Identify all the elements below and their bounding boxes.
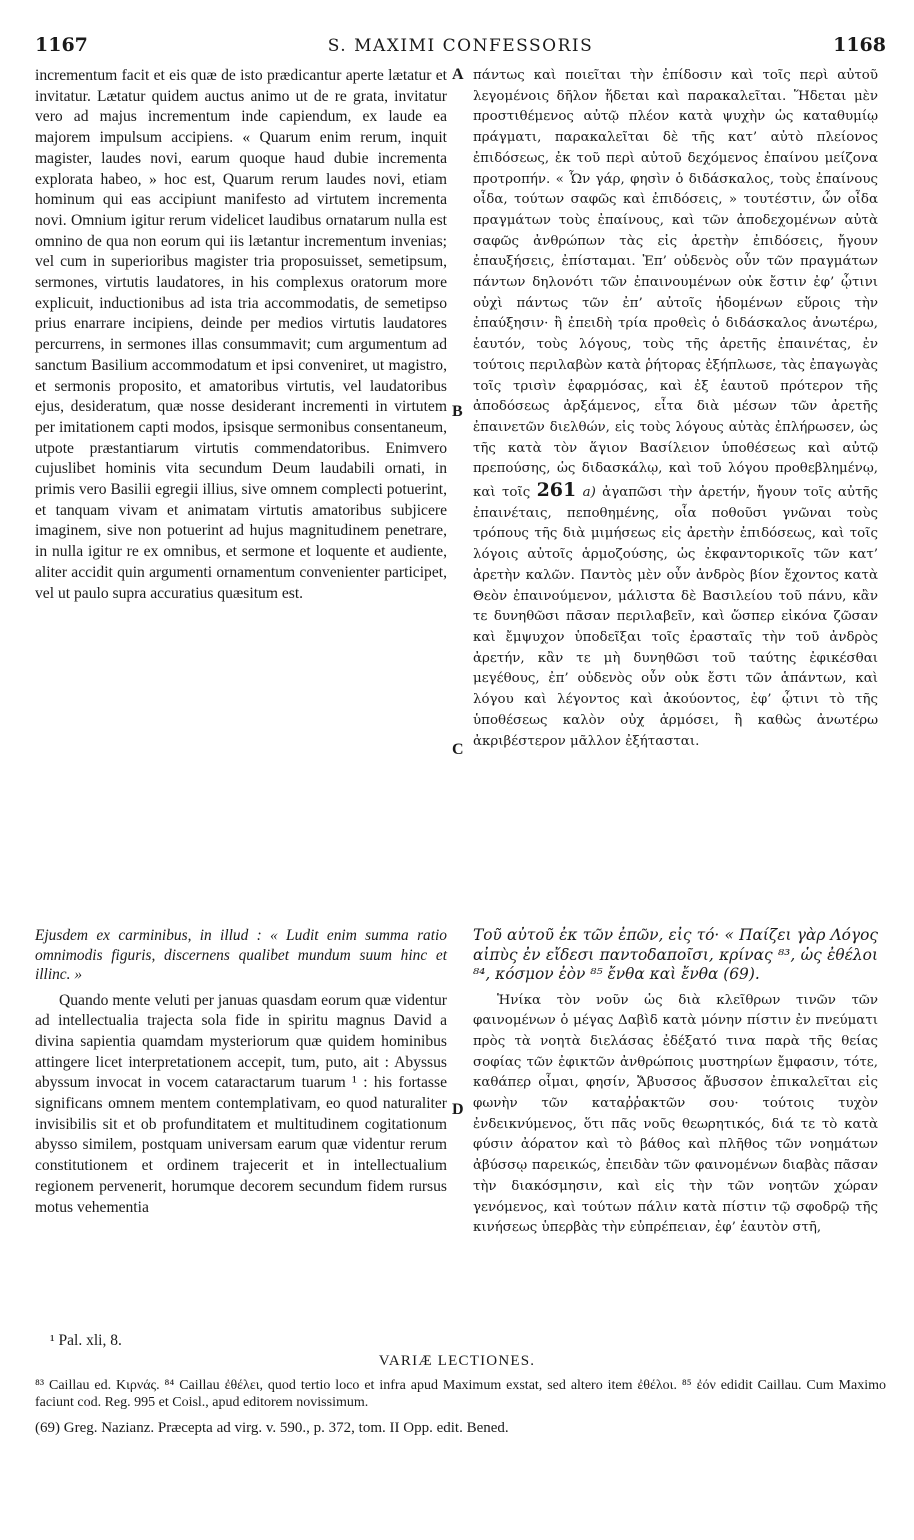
latin-section-heading: Ejusdem ex carminibus, in illud : « Ludit enim summa ratio omnimodis figuris, discernens qualibet mundum suum hinc et illinc. » bbox=[35, 927, 447, 983]
running-title: S. MAXIMI CONFESSORIS bbox=[327, 36, 594, 56]
greek-paragraph-top bbox=[473, 66, 878, 752]
greek-paragraph-bottom: Ἡνίκα τὸν νοῦν ὡς διὰ κλεῖθρων τινῶν τῶν φαινομένων ὁ μέγας Δαβὶδ κατὰ μόνην πίστιν ἐν πνεύματι πρὸς τὰ νοητὰ διελάσας ἐδέξατό τινα παρὰ τῆς θείας σοφίας τῶν ἐφικτῶν ἀνθρώποις μυστηρίων ἔμφασιν, τότε, καθάπερ οἶμαι, φησίν, Ἄβυσσος ἄβυσσον ἐπικαλεῖται εἰς φωνὴν τῶν καταῤῥακτῶν σου· τούτοις τυχὸν ἐνδεικνύμενος, ὅτι πᾶς νοῦς θεωρητικός, διά τε τὸ κατὰ φύσιν ἀόρατον καὶ τὸ βάθος καὶ πλῆθος τῶν νοημάτων ἀβύσσῳ παρεικώς, ἐπειδὰν τῶν φαινομένων διαβὰς πᾶσαν τὴν διακόσμησιν, καὶ εἰς τὴν τῶν νοητῶν χώραν γενόμενος, καὶ τούτων πάλιν κατὰ πίστιν τῷ σφοδρῷ τῆς κινήσεως ὑπερβὰς τὴν εὐπρέπειαν, ἐφ’ ἑαυτὸν στῆ, bbox=[473, 992, 878, 1236]
source-note-gregory: (69) Greg. Nazianz. Præcepta ad virg. v. 590., p. 372, tom. II Opp. edit. Bened. bbox=[35, 1420, 509, 1436]
latin-column-top bbox=[35, 66, 447, 604]
greek-column-bottom bbox=[473, 926, 878, 1239]
page-number-left: 1167 bbox=[35, 34, 88, 56]
margin-letter-d: D bbox=[452, 1101, 464, 1118]
page-header bbox=[35, 34, 886, 60]
margin-letter-b: B bbox=[452, 403, 463, 420]
greek-section-heading: Τοῦ αὐτοῦ ἐκ τῶν ἐπῶν, εἰς τό· « Παίζει γὰρ Λόγος αἰπὺς ἐν εἴδεσι παντοδαποῖσι, κρίνας ⁸³, ὡς ἐθέλοι ⁸⁴, κόσμον ἐὸν ⁸⁵ ἔνθα καὶ ἔνθα (69). bbox=[473, 926, 878, 983]
latin-paragraph-bottom: Quando mente veluti per januas quasdam eorum quæ videntur ad intellectualia trajecta sola fide in spiritu magnus David a divina sapientia quamdam mysteriorum quæ quidem hominibus attingere licet interpretationem accepit, tum, puto, ait : Abyssus abyssum invocat in vocem cataractarum tuarum ¹ : his fortasse significans omnem mentem contemplativam, eo quod naturaliter invisibilis sit et ob profunditatem et multitudinem cogitationum abysso similem, postquam universam earum quæ videntur rerum constitutionem et ordinem trajecerit et in intellectualium regionem pervenerit, horumque decorem secundum fidem rursus motus vehementia bbox=[35, 991, 447, 1216]
margin-letter-c: C bbox=[452, 741, 464, 758]
greek-text-top-2: ἀγαπῶσι τὴν ἀρετήν, ἤγουν τοῖς αὐτῆς ἐπαινέταις, πεποθημένης, οἷα ποθοῦσι γνῶναι τοὺς τρόπους τῆς διὰ μιμήσεως εἰς ἀρετὴν ἐπιδόσεως, καὶ τοῖς λόγοις αὐτοῖς ἁρμοζούσης, ὡς ἐκφαντορικοῖς τῶν κατ’ ἀρετὴν καλῶν. Παντὸς μὲν οὖν ἀνδρὸς βίον ἔχοντος κατὰ Θεὸν ἐπαινούμενον, μάλιστα δὲ Βασιλείου τοῦ πάνυ, κἂν τε δυνηθῶσι πᾶσαν περιλαβεῖν, καὶ ὥσπερ εἰκόνα ζῶσαν καὶ ἔμψυχον ὑποδεῖξαι τοῖς ἐρασταῖς τὴν τοῦ ἀνδρὸς ἀρετήν, κἂν τε μὴ δυνηθῶσι τοῦ ταύτης ἐφικέσθαι μεγέθους, ἐπ’ οὐδενὸς οὖν οὐκ ἔστι τῶν ἁπάντων, καὶ λόγου καὶ λέγοντος καὶ ἀκούοντος, ἐφ’ ᾧτινι τὸ τῆς ὑποθέσεως καλὸν οὐχ ἁρμόσει, ἢ καθὼς ἀνωτέρω ἀκριβέστερον μᾶλλον ἐξήτασται. bbox=[473, 485, 878, 749]
footnote-psalm: ¹ Pal. xli, 8. bbox=[50, 1332, 122, 1349]
page-number-right: 1168 bbox=[833, 34, 886, 56]
greek-text-top-1: πάντως καὶ ποιεῖται τὴν ἐπίδοσιν καὶ τοῖς περὶ αὐτοῦ λεγομένοις δῆλον ἥδεται καὶ παρακαλεῖται. Ἥδεται μὲν προστιθέμενος αὐτῷ πλέον κατὰ ψυχὴν ὡς καταθυμίῳ πράγματι, παρακαλεῖται δὲ τῆς κατ’ αὐτὸ πλείονος ἐπιδόσεως, ἐκ τοῦ περὶ αὐτοῦ δεχόμενος ἐπαίνου μείζονα προτροπήν. « Ὧν γάρ, φησὶν ὁ διδάσκαλος, τοὺς ἐπαίνους οἶδα, τούτων σαφῶς καὶ ἐπιδόσεις, » τουτέστιν, ὧν οἶδα πραγμάτων τοὺς ἐπαίνους, καὶ τῶν ἀποδεχομένων αὐτὰ σαφῶς ἀνθρώπων τὰς εἰς ἀρετὴν ἐπιδόσεις, ἤγουν ἐπαυξήσεις, ἐπίσταμαι. Ἐπ’ οὐδενὸς οὖν τῶν πραγμάτων πάντων δηλονότι τῶν ἐπαινουμένων οὐκ ἔστιν ἐφ’ ᾧτινι οὐχὶ πάντως τῶν ἐπ’ αὐτοῖς ἡδομένων εὕροις τὴν ἐπαύξησιν· ἢ ἐπειδὴ τρία προθεὶς ὁ διδάσκαλος ἀνωτέρω, ἑαυτόν, τοὺς λόγους, τοὺς τῆς ἀρετῆς ἐπαινέτας, ἐν τούτοις περιλαβὼν κατὰ ῥήτορας ἐξήπλωσε, τὰς ἐπαγωγὰς τοῖς τρισὶν ἐφαρμόσας, καὶ ἐξ ἑαυτοῦ πρότερον τῆς ἀποδόσεως ἀρξάμενος, εἶτα διὰ μέσων τῶν ἀρετῆς ἐπαινετῶν διελθών, εἰς τοὺς λόγους αὐτὰς ἐπλήρωσεν, ὡς τῆς κατὰ τὸν ἅγιον Βασίλειον ὑποθέσεως καὶ αὐτῷ πρεπούσης, ὡς διδασκάλῳ, καὶ τοῦ λόγου προθεβλημένῳ, καὶ τοῖς bbox=[473, 68, 878, 501]
margin-letter-a: A bbox=[452, 66, 464, 83]
latin-paragraph-top: incrementum facit et eis quæ de isto prædicantur aperte lætatur et invitatur. Lætatur quidem auctus animo ut de re grata, invitatur vero ad majus incrementum inde capiendum, ex laude ea majorem impulsum accipiens. « Quarum enim rerum, inquit magister, laudes novi, earum quoque haud dubie incrementa explorata habeo, » hoc est, Quarum rerum laudes novi, etiam hominum qui eas accipiunt manifesto ad virtutem incrementa novi. Omnium igitur rerum videlicet laudibus ornatarum nulla est omnino de qua non eorum qui iis lætantur incrementum invenias; vel cum in superioribus magister tria proposuisset, semetipsum, sermones, virtutis laudatores, in his complexus oratorum more explicuit, inductionibus ad ista tria accommodatis, de semetipso prius enarrare incipiens, deinde per medios virtutis laudatores percurrens, in sermones illas consummavit; cum argumentum ad sanctum Basilium accommodatum et ipsi conveniret, ut magistro, et sermonis proposito, et amatoribus virtutis, vel laudatoribus ejus, desideratum, quæ nosse desiderant incrementi in virtutem per imitationem capti modos, ipsisque sermonibus consentaneum, utpote præstantiarum virtutis commendatoribus. Enimvero cujuslibet hominis vita secundum Deum laudabili ornati, in primis vero Basilii egregii illius, sive omnem complecti potuerint, et tanquam vivam et animatam virtutis amatoribus subjicere imaginem, sive non potuerint ad hujus magnitudinem penetrare, in nulla igitur re ex omnibus, et sermone et loquente et audiente, aliter accidit quin argumenti ornamentum convenienter participet, vel ut paulo supra accuratius quæsitum est. bbox=[35, 67, 447, 602]
column-number-261: 261 bbox=[536, 479, 577, 502]
greek-column-top bbox=[473, 66, 878, 752]
column-mark-a: a) bbox=[582, 485, 596, 501]
latin-column-bottom bbox=[35, 926, 447, 1218]
variae-lectiones-body: ⁸³ Caillau ed. Κιρνάς. ⁸⁴ Caillau ἐθέλει, quod tertio loco et infra apud Maximum exstat, sed altero item ἐθέλοι. ⁸⁵ ἐόν edidit Caillau. Cum Maximo faciunt cod. Reg. 995 et Coisl., apud editorem novissimum. bbox=[35, 1378, 886, 1410]
variae-lectiones-title: VARIÆ LECTIONES. bbox=[378, 1353, 536, 1369]
